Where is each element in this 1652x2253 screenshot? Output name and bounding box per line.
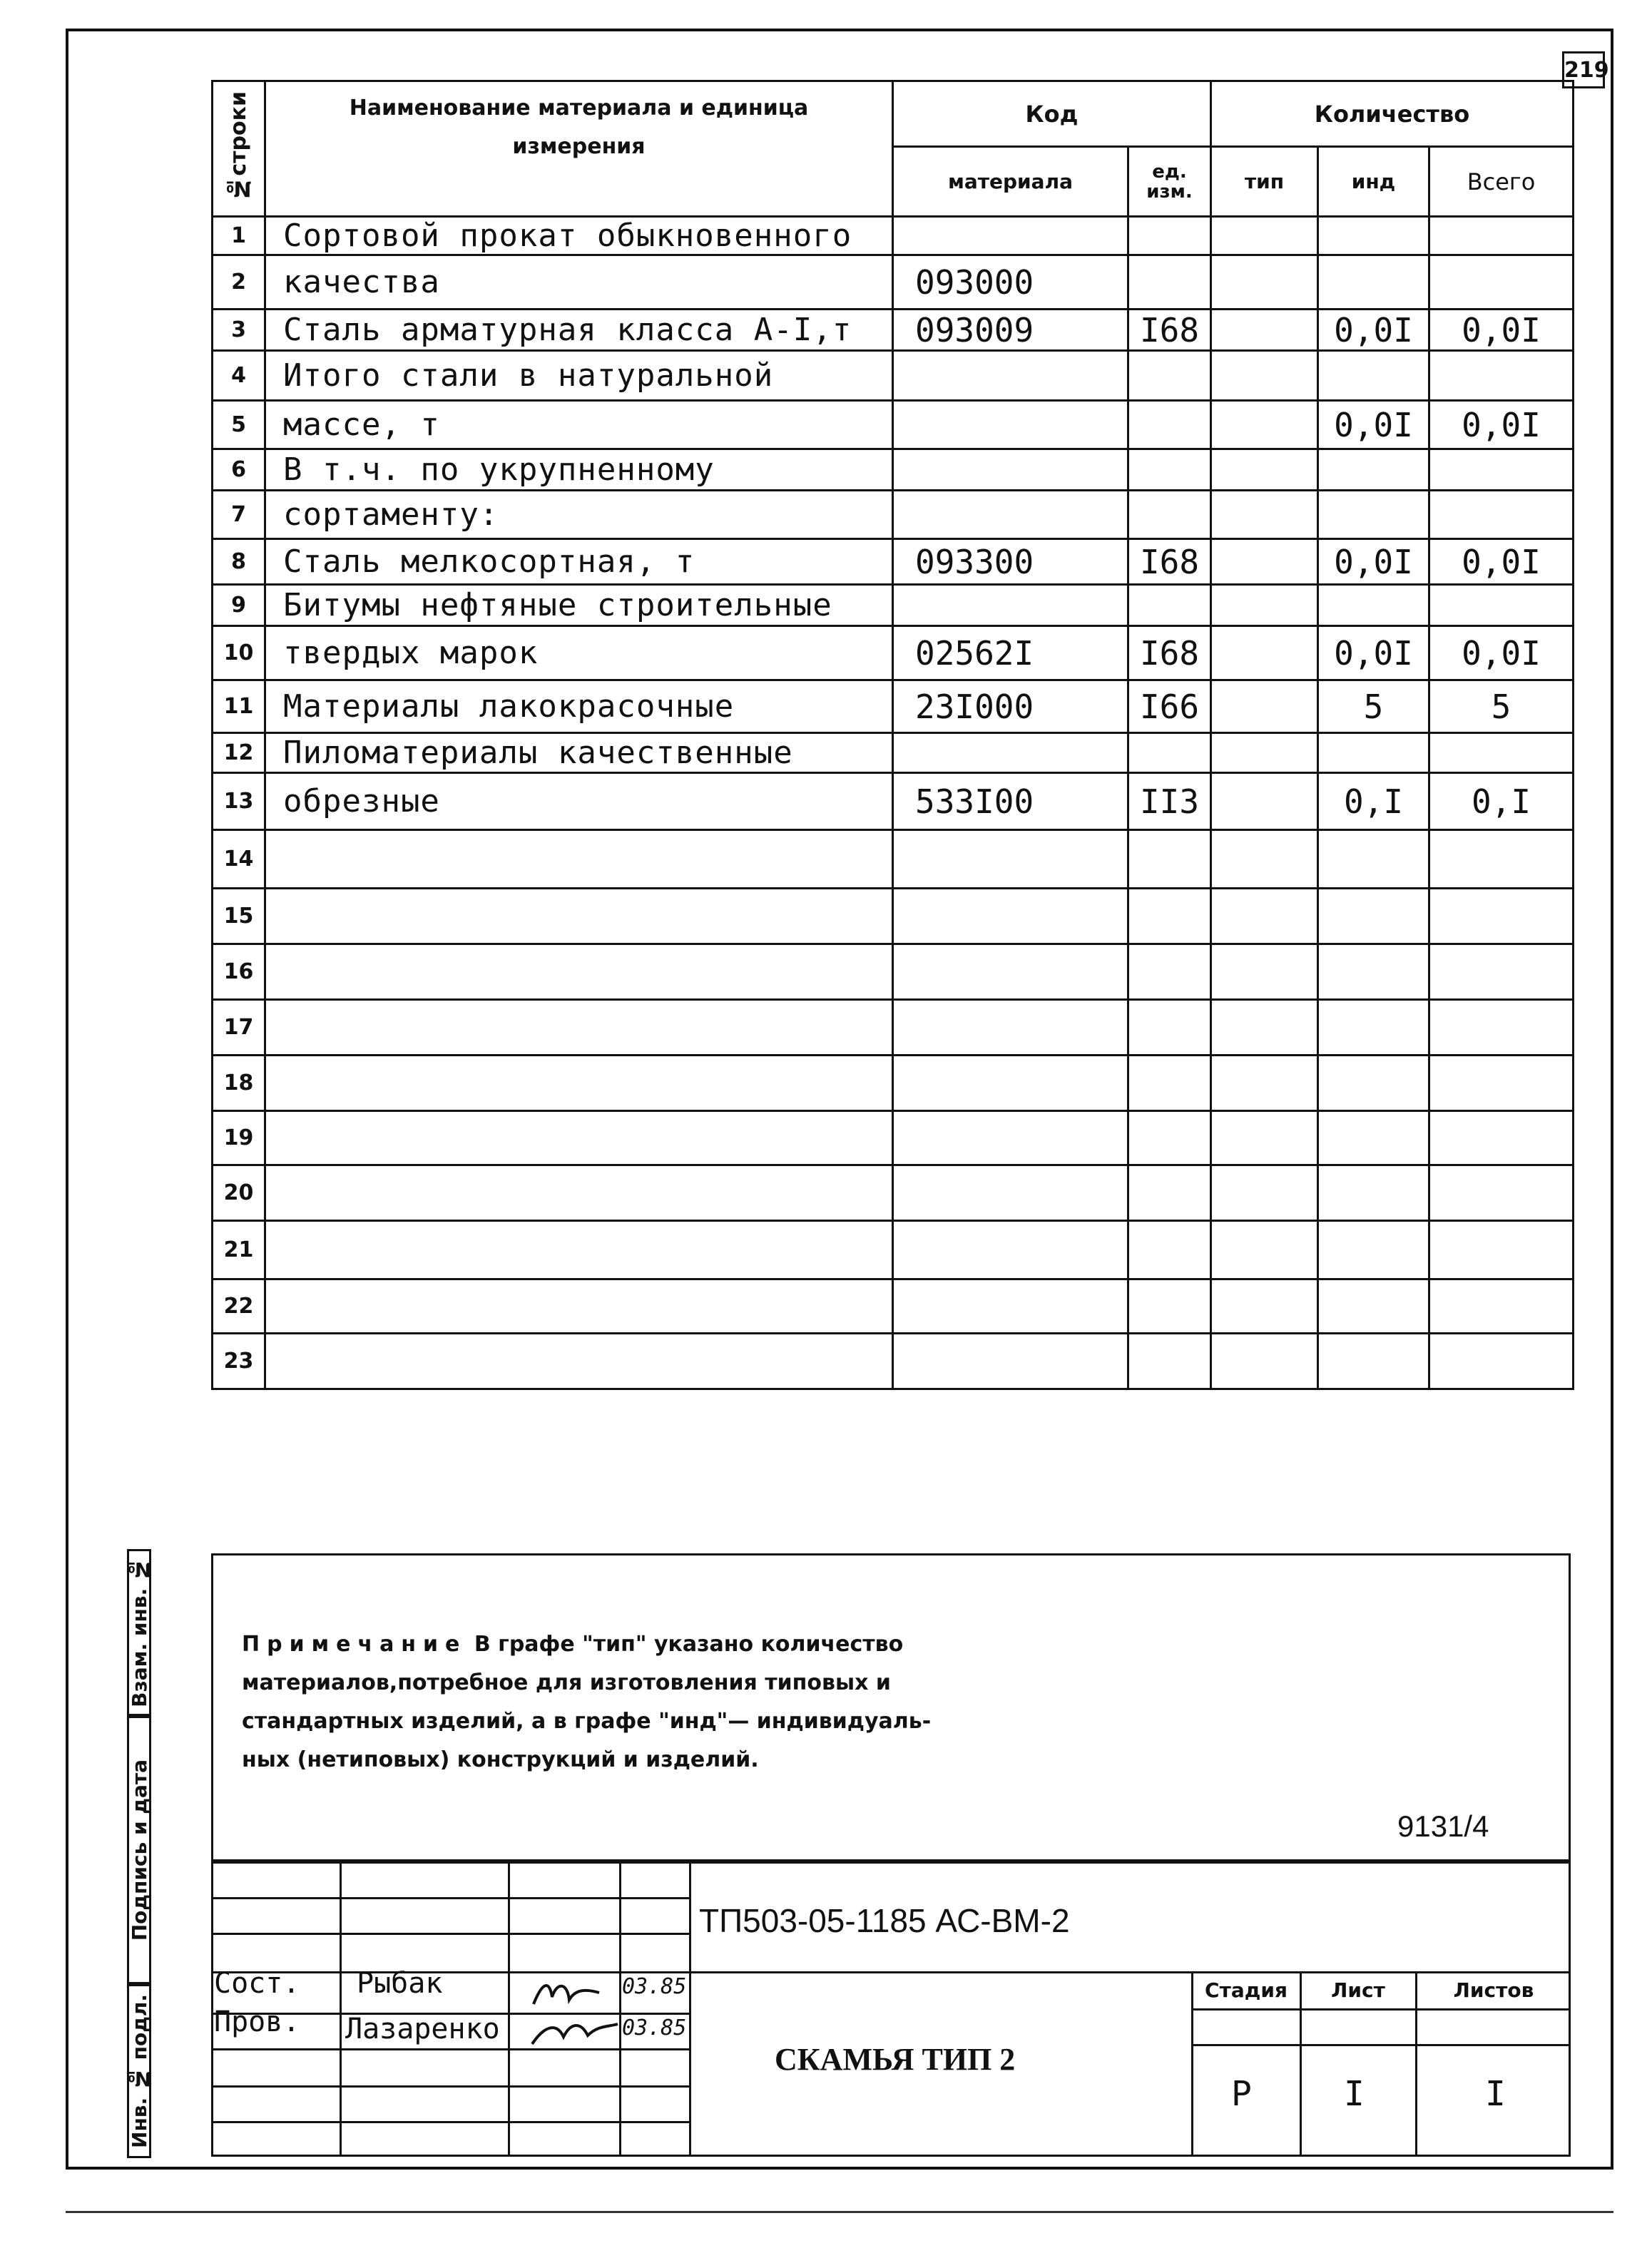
code-unit-header: ед. изм. — [1128, 147, 1211, 217]
material-name-cell: Сталь мелкосортная, т — [265, 539, 893, 585]
signature-lazarenko — [528, 2013, 621, 2048]
qty-ind-cell — [1318, 733, 1429, 773]
compiled-label: Сост. — [214, 1967, 300, 2000]
qty-type-cell — [1211, 1165, 1318, 1221]
material-code-cell: 23I000 — [893, 680, 1128, 733]
doc-code: ТП503-05-1185 АС-ВМ-2 — [699, 1902, 1070, 1939]
archive-number: 9131/4 — [1397, 1809, 1489, 1843]
unit-code-cell — [1128, 585, 1211, 626]
material-name-cell — [265, 1111, 893, 1165]
note-text: Примечание В графе "тип" указано количество материалов,потребное для изготовления типовых и стандартных изделий, а в графе "инд"— индивидуаль- ных (нетиповых) конструкций и изделий. — [242, 1632, 932, 1772]
qty-type-cell — [1211, 449, 1318, 491]
row-number-cell: 17 — [213, 1000, 265, 1056]
material-name-cell — [265, 830, 893, 889]
row-number-cell: 2 — [213, 255, 265, 310]
material-name-cell: твердых марок — [265, 626, 893, 680]
material-code-cell — [893, 351, 1128, 401]
qty-type-cell — [1211, 1056, 1318, 1111]
qty-total-cell — [1429, 217, 1574, 255]
row-number-cell: 22 — [213, 1279, 265, 1334]
qty-type-cell — [1211, 585, 1318, 626]
qty-ind-cell — [1318, 449, 1429, 491]
table-row — [213, 491, 1574, 539]
material-name-cell: Материалы лакокрасочные — [265, 680, 893, 733]
material-name-cell: сортаменту: — [265, 491, 893, 539]
qty-ind-cell — [1318, 585, 1429, 626]
table-row — [213, 310, 1574, 351]
row-number-cell: 3 — [213, 310, 265, 351]
material-code-cell — [893, 1056, 1128, 1111]
unit-code-cell — [1128, 1056, 1211, 1111]
qty-type-cell — [1211, 1279, 1318, 1334]
material-code-cell — [893, 401, 1128, 449]
checked-name: Лазаренко — [345, 2013, 500, 2045]
qty-ind-cell: 0,I — [1318, 773, 1429, 830]
qty-total-cell — [1429, 830, 1574, 889]
qty-total-cell: 0,0I — [1429, 539, 1574, 585]
unit-code-cell — [1128, 1279, 1211, 1334]
row-number-cell: 8 — [213, 539, 265, 585]
material-name-cell: В т.ч. по укрупненному — [265, 449, 893, 491]
qty-ind-cell — [1318, 255, 1429, 310]
row-number-cell: 10 — [213, 626, 265, 680]
row-number-cell: 6 — [213, 449, 265, 491]
qty-total-cell — [1429, 585, 1574, 626]
qty-total-cell — [1429, 889, 1574, 944]
qty-type-cell — [1211, 217, 1318, 255]
table-row — [213, 255, 1574, 310]
material-name-cell — [265, 1279, 893, 1334]
qty-total-cell — [1429, 1221, 1574, 1279]
qty-total-cell — [1429, 449, 1574, 491]
materials-table — [211, 80, 1574, 1390]
material-code-cell: 093300 — [893, 539, 1128, 585]
row-number-cell: 11 — [213, 680, 265, 733]
material-code-cell — [893, 585, 1128, 626]
stamp-inv-original: Инв. № подл. — [127, 1984, 151, 2158]
qty-type-cell — [1211, 626, 1318, 680]
material-name-cell: массе, т — [265, 401, 893, 449]
qty-ind-cell: 0,0I — [1318, 310, 1429, 351]
unit-code-cell — [1128, 733, 1211, 773]
table-row — [213, 1000, 1574, 1056]
qty-total-cell: 0,0I — [1429, 310, 1574, 351]
material-code-cell — [893, 733, 1128, 773]
table-row — [213, 351, 1574, 401]
table-row — [213, 1279, 1574, 1334]
unit-code-cell: I68 — [1128, 310, 1211, 351]
unit-code-cell: I66 — [1128, 680, 1211, 733]
material-code-cell — [893, 1165, 1128, 1221]
qty-type-cell — [1211, 401, 1318, 449]
checked-label: Пров. — [214, 2006, 300, 2038]
qty-ind-cell — [1318, 1111, 1429, 1165]
material-code-cell — [893, 944, 1128, 1000]
qty-total-cell: 0,0I — [1429, 401, 1574, 449]
row-number-cell: 21 — [213, 1221, 265, 1279]
qty-ind-cell — [1318, 830, 1429, 889]
table-row — [213, 1221, 1574, 1279]
qty-total-cell — [1429, 733, 1574, 773]
qty-type-cell — [1211, 830, 1318, 889]
row-number-header: №строки — [213, 81, 265, 217]
qty-type-cell — [1211, 680, 1318, 733]
row-number-cell: 19 — [213, 1111, 265, 1165]
row-number-cell: 13 — [213, 773, 265, 830]
unit-code-cell — [1128, 1111, 1211, 1165]
qty-total-cell: 0,I — [1429, 773, 1574, 830]
unit-code-cell — [1128, 1221, 1211, 1279]
qty-type-cell — [1211, 773, 1318, 830]
qty-total-cell — [1429, 491, 1574, 539]
qty-ind-header: инд — [1318, 147, 1429, 217]
table-row — [213, 449, 1574, 491]
material-name-cell: качества — [265, 255, 893, 310]
material-name-cell — [265, 1334, 893, 1389]
compiled-name: Рыбак — [357, 1967, 443, 2000]
unit-code-cell: I68 — [1128, 539, 1211, 585]
material-code-cell: 533I00 — [893, 773, 1128, 830]
name-header: Наименование материала и единица измерения — [265, 81, 893, 217]
page-bottom-line — [66, 2211, 1613, 2213]
table-row — [213, 733, 1574, 773]
row-number-cell: 14 — [213, 830, 265, 889]
table-row — [213, 585, 1574, 626]
qty-type-cell — [1211, 1111, 1318, 1165]
table-row — [213, 944, 1574, 1000]
qty-total-cell — [1429, 1279, 1574, 1334]
qty-total-cell — [1429, 1056, 1574, 1111]
row-number-cell: 23 — [213, 1334, 265, 1389]
table-row — [213, 626, 1574, 680]
sheet-value: I — [1344, 2074, 1365, 2114]
table-row — [213, 680, 1574, 733]
sheet-label: Лист — [1331, 1978, 1385, 2002]
qty-type-cell — [1211, 1221, 1318, 1279]
material-name-cell: Сталь арматурная класса А-I,т — [265, 310, 893, 351]
qty-total-header: Всего — [1429, 147, 1574, 217]
sheets-label: Листов — [1453, 1978, 1534, 2002]
table-row — [213, 830, 1574, 889]
qty-ind-cell — [1318, 1334, 1429, 1389]
quantity-header: Количество — [1211, 81, 1574, 147]
unit-code-cell — [1128, 351, 1211, 401]
material-name-cell — [265, 1000, 893, 1056]
unit-code-cell — [1128, 491, 1211, 539]
material-code-cell — [893, 889, 1128, 944]
table-row — [213, 539, 1574, 585]
material-name-cell: Сортовой прокат обыкновенного — [265, 217, 893, 255]
qty-total-cell — [1429, 1165, 1574, 1221]
unit-code-cell — [1128, 401, 1211, 449]
drawing-title: СКАМЬЯ ТИП 2 — [775, 2042, 1016, 2077]
qty-total-cell — [1429, 255, 1574, 310]
table-row — [213, 1056, 1574, 1111]
unit-code-cell — [1128, 1165, 1211, 1221]
unit-code-cell — [1128, 1000, 1211, 1056]
signature-rybak — [528, 1976, 606, 2011]
qty-type-cell — [1211, 351, 1318, 401]
row-number-cell: 20 — [213, 1165, 265, 1221]
material-name-cell — [265, 889, 893, 944]
material-name-cell: Битумы нефтяные строительные — [265, 585, 893, 626]
row-number-cell: 5 — [213, 401, 265, 449]
stamp-inv-replace: Взам. инв. № — [127, 1549, 151, 1716]
stage-label: Стадия — [1205, 1978, 1288, 2002]
material-code-cell: 02562I — [893, 626, 1128, 680]
qty-ind-cell — [1318, 889, 1429, 944]
qty-type-cell — [1211, 255, 1318, 310]
note-box — [211, 1553, 1571, 1861]
table-row — [213, 773, 1574, 830]
material-code-cell — [893, 217, 1128, 255]
row-number-cell: 12 — [213, 733, 265, 773]
material-code-cell — [893, 491, 1128, 539]
qty-ind-cell: 0,0I — [1318, 626, 1429, 680]
row-number-cell: 18 — [213, 1056, 265, 1111]
material-name-cell: обрезные — [265, 773, 893, 830]
qty-type-header: тип — [1211, 147, 1318, 217]
table-row — [213, 401, 1574, 449]
qty-ind-cell — [1318, 491, 1429, 539]
material-code-cell — [893, 1279, 1128, 1334]
stage-value: Р — [1231, 2074, 1252, 2114]
row-number-cell: 7 — [213, 491, 265, 539]
qty-total-cell: 5 — [1429, 680, 1574, 733]
table-row — [213, 1111, 1574, 1165]
unit-code-cell: II3 — [1128, 773, 1211, 830]
material-name-cell: Итого стали в натуральной — [265, 351, 893, 401]
unit-code-cell — [1128, 830, 1211, 889]
row-number-cell: 4 — [213, 351, 265, 401]
qty-ind-cell — [1318, 351, 1429, 401]
row-number-cell: 9 — [213, 585, 265, 626]
qty-type-cell — [1211, 1000, 1318, 1056]
qty-ind-cell — [1318, 1000, 1429, 1056]
material-name-cell: Пиломатериалы качественные — [265, 733, 893, 773]
table-row — [213, 1334, 1574, 1389]
row-number-cell: 15 — [213, 889, 265, 944]
qty-ind-cell: 0,0I — [1318, 401, 1429, 449]
checked-date: 03.85 — [622, 2016, 687, 2040]
material-code-cell — [893, 830, 1128, 889]
page-number: 219 — [1562, 51, 1605, 88]
material-code-cell — [893, 1000, 1128, 1056]
unit-code-cell — [1128, 449, 1211, 491]
qty-type-cell — [1211, 539, 1318, 585]
unit-code-cell: I68 — [1128, 626, 1211, 680]
qty-total-cell — [1429, 1334, 1574, 1389]
note-label: Примечание — [242, 1632, 467, 1657]
stamp-sign-date: Подпись и дата — [127, 1716, 151, 1984]
unit-code-cell — [1128, 889, 1211, 944]
qty-ind-cell — [1318, 1221, 1429, 1279]
qty-type-cell — [1211, 491, 1318, 539]
qty-total-cell — [1429, 1000, 1574, 1056]
qty-total-cell — [1429, 351, 1574, 401]
qty-ind-cell: 0,0I — [1318, 539, 1429, 585]
row-number-cell: 16 — [213, 944, 265, 1000]
qty-type-cell — [1211, 1334, 1318, 1389]
unit-code-cell — [1128, 944, 1211, 1000]
code-material-header: материала — [893, 147, 1128, 217]
qty-type-cell — [1211, 310, 1318, 351]
unit-code-cell — [1128, 1334, 1211, 1389]
qty-total-cell — [1429, 1111, 1574, 1165]
qty-ind-cell — [1318, 217, 1429, 255]
material-name-cell — [265, 1165, 893, 1221]
qty-ind-cell — [1318, 1165, 1429, 1221]
material-code-cell — [893, 1334, 1128, 1389]
qty-ind-cell: 5 — [1318, 680, 1429, 733]
material-code-cell — [893, 1111, 1128, 1165]
material-code-cell: 093000 — [893, 255, 1128, 310]
unit-code-cell — [1128, 255, 1211, 310]
material-name-cell — [265, 1221, 893, 1279]
row-number-cell: 1 — [213, 217, 265, 255]
material-name-cell — [265, 944, 893, 1000]
qty-ind-cell — [1318, 1056, 1429, 1111]
material-code-cell — [893, 449, 1128, 491]
qty-type-cell — [1211, 944, 1318, 1000]
table-row — [213, 1165, 1574, 1221]
material-code-cell — [893, 1221, 1128, 1279]
qty-total-cell — [1429, 944, 1574, 1000]
unit-code-cell — [1128, 217, 1211, 255]
qty-ind-cell — [1318, 944, 1429, 1000]
code-header: Код — [893, 81, 1211, 147]
qty-type-cell — [1211, 733, 1318, 773]
material-name-cell — [265, 1056, 893, 1111]
qty-total-cell: 0,0I — [1429, 626, 1574, 680]
table-row — [213, 217, 1574, 255]
sheets-value: I — [1485, 2074, 1506, 2114]
table-row — [213, 889, 1574, 944]
qty-type-cell — [1211, 889, 1318, 944]
qty-ind-cell — [1318, 1279, 1429, 1334]
compiled-date: 03.85 — [622, 1974, 687, 1999]
material-code-cell: 093009 — [893, 310, 1128, 351]
